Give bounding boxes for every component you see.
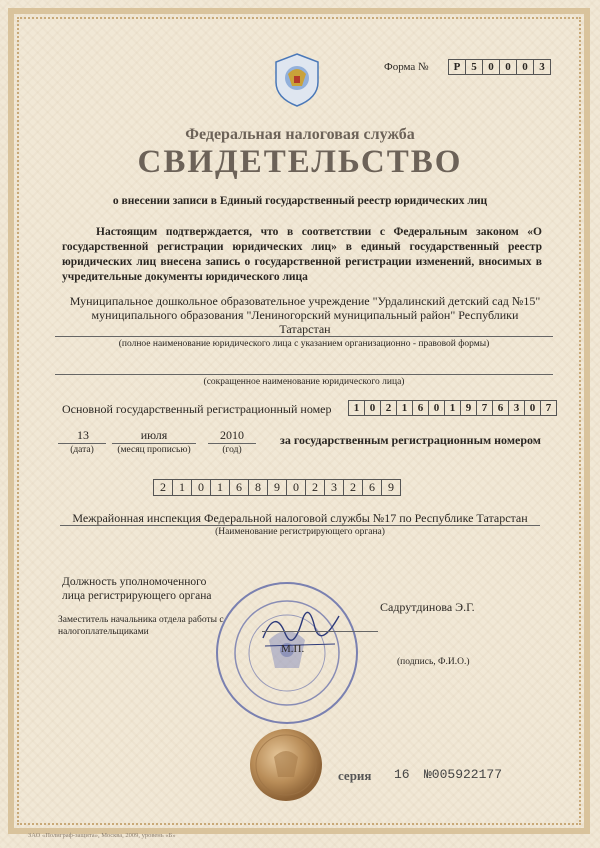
grn-digit: 6 bbox=[363, 480, 382, 495]
grn-digit: 3 bbox=[325, 480, 344, 495]
forma-code-box bbox=[448, 59, 551, 75]
ogrn-digit: 6 bbox=[493, 401, 509, 415]
grn-digit: 2 bbox=[344, 480, 363, 495]
position-value-line: Заместитель начальника отдела работы с bbox=[58, 615, 224, 625]
printer-note: ЗАО «Полиграф-защита», Москва, 2009, уровень «Б» bbox=[28, 832, 176, 839]
ogrn-digit: 1 bbox=[397, 401, 413, 415]
date-year-caption: (год) bbox=[222, 445, 242, 455]
forma-label: Форма № bbox=[384, 61, 429, 73]
ogrn-digit: 0 bbox=[525, 401, 541, 415]
signer-name: Садрутдинова Э.Г. bbox=[380, 600, 475, 614]
stamp-place-label: М.П. bbox=[281, 643, 305, 655]
organization-full-name bbox=[55, 294, 555, 336]
series-label: серия bbox=[338, 768, 372, 783]
date-year: 2010 bbox=[220, 428, 244, 442]
ogrn-label: Основной государственный регистрационный номер bbox=[62, 402, 332, 416]
signature-line bbox=[262, 631, 378, 632]
ogrn-digit: 6 bbox=[413, 401, 429, 415]
shortname-underline bbox=[55, 374, 553, 375]
date-month-caption: (месяц прописью) bbox=[117, 445, 191, 455]
forma-code-cell: Р bbox=[449, 60, 466, 74]
ogrn-digit: 7 bbox=[545, 402, 552, 414]
org-name-line: муниципального образования "Лениногорский муниципальный район" Республики bbox=[91, 308, 519, 322]
position-label-line: Должность уполномоченного bbox=[62, 576, 207, 588]
org-name-line: Татарстан bbox=[279, 322, 331, 336]
grn-digit: 9 bbox=[388, 480, 394, 494]
ogrn-digit: 1 bbox=[445, 401, 461, 415]
ogrn-digit: 3 bbox=[509, 401, 525, 415]
grn-digit: 0 bbox=[192, 480, 211, 495]
fullname-caption: (полное наименование юридического лица с указанием организационно - правовой формы) bbox=[118, 339, 490, 349]
statement-text: Настоящим подтверждается, что в соответствии с Федеральным законом «О государственной регистрации юридических лиц» в единый государственный реестр юридических лиц внесена запись о государственной регистрации изменений, вносимых в учредительные документы юридического лица bbox=[62, 226, 542, 283]
position-value-line: налогоплательщиками bbox=[58, 627, 149, 637]
grn-digit: 1 bbox=[173, 480, 192, 495]
ogrn-digit: 9 bbox=[461, 401, 477, 415]
date-day-caption: (дата) bbox=[70, 445, 94, 455]
forma-code-cell: 0 bbox=[483, 60, 500, 74]
ogrn-digit: 1 bbox=[349, 401, 365, 415]
authority-underline bbox=[60, 525, 540, 526]
date-day-underline bbox=[58, 443, 106, 444]
date-day: 13 bbox=[77, 428, 89, 442]
document-subtitle: о внесении записи в Единый государственный реестр юридических лиц bbox=[112, 195, 488, 207]
registering-authority: Межрайонная инспекция Федеральной налоговой службы №17 по Республике Татарстан bbox=[72, 511, 528, 525]
date-month-underline bbox=[112, 443, 196, 444]
grn-digit: 8 bbox=[249, 480, 268, 495]
position-label-line: лица регистрирующего органа bbox=[62, 590, 212, 602]
grn-digit: 0 bbox=[287, 480, 306, 495]
document-title: СВИДЕТЕЛЬСТВО bbox=[137, 144, 463, 180]
grn-digit: 2 bbox=[154, 480, 173, 495]
agency-name: Федеральная налоговая служба bbox=[185, 126, 415, 143]
ogrn-digit: 0 bbox=[365, 401, 381, 415]
series-value: 16 bbox=[394, 767, 410, 782]
ogrn-digit: 7 bbox=[477, 401, 493, 415]
grn-box bbox=[153, 479, 401, 496]
forma-code-cell: 0 bbox=[517, 60, 534, 74]
shortname-caption: (сокращенное наименование юридического лица) bbox=[203, 377, 405, 387]
grn-digit: 9 bbox=[268, 480, 287, 495]
gold-seal-icon bbox=[248, 727, 324, 803]
signature-caption: (подпись, Ф.И.О.) bbox=[397, 657, 470, 667]
ogrn-digit: 0 bbox=[429, 401, 445, 415]
blank-number: №005922177 bbox=[424, 767, 503, 782]
grn-text: за государственным регистрационным номером bbox=[280, 433, 541, 447]
ogrn-digit: 2 bbox=[381, 401, 397, 415]
ogrn-box bbox=[348, 400, 557, 416]
grn-digit: 2 bbox=[306, 480, 325, 495]
grn-digit: 6 bbox=[230, 480, 249, 495]
forma-code-cell: 3 bbox=[539, 61, 545, 73]
forma-code-cell: 5 bbox=[466, 60, 483, 74]
authority-caption: (Наименование регистрирующего органа) bbox=[215, 527, 385, 537]
date-year-underline bbox=[208, 443, 256, 444]
position-label bbox=[62, 575, 211, 603]
grn-digit: 1 bbox=[211, 480, 230, 495]
emblem-icon bbox=[272, 52, 322, 108]
fullname-underline bbox=[55, 336, 553, 337]
org-name-line: Муниципальное дошкольное образовательное учреждение "Урдалинский детский сад №15" bbox=[69, 294, 541, 308]
date-month: июля bbox=[140, 428, 168, 442]
forma-code-cell: 0 bbox=[500, 60, 517, 74]
